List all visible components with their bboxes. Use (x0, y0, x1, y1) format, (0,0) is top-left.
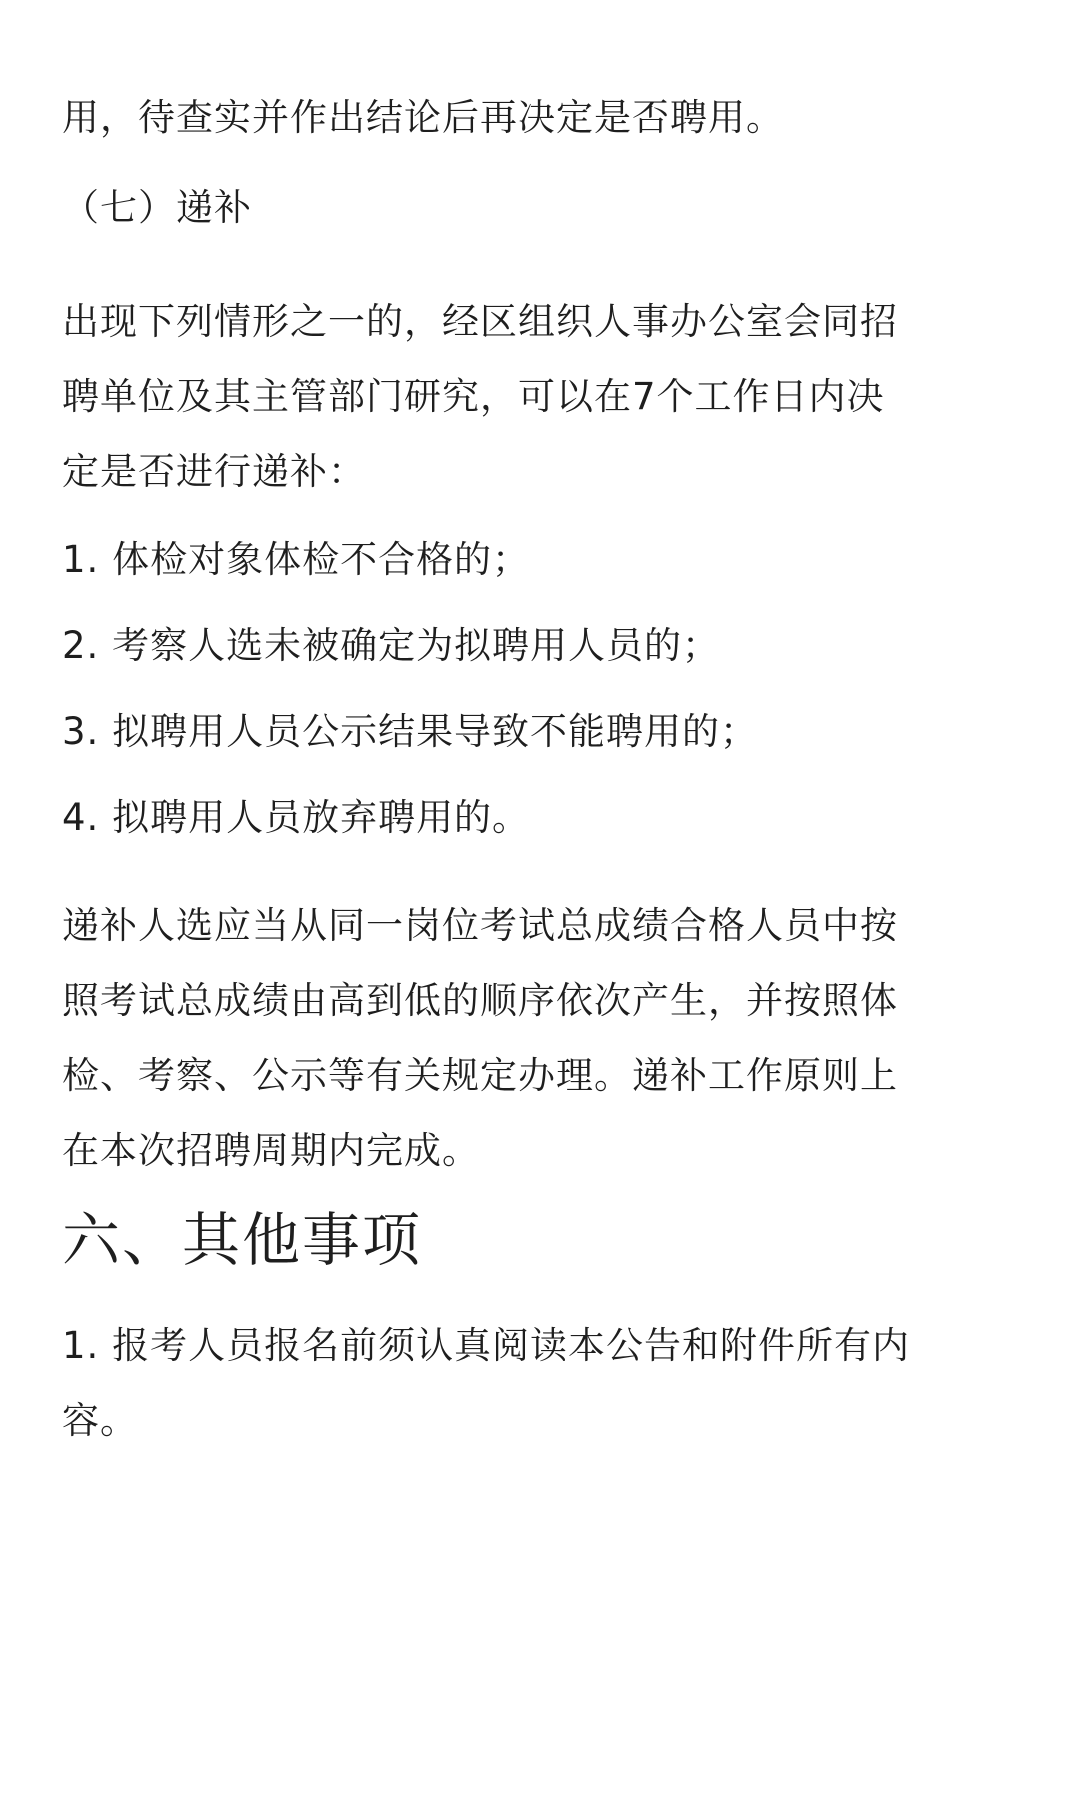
paragraph-other-item-1 (62, 1308, 910, 1458)
list-item: 1. 体检对象体检不合格的； (62, 538, 531, 581)
text-line: 检、考察、公示等有关规定办理。递补工作原则上 (62, 1054, 898, 1097)
text-line: 递补人选应当从同一岗位考试总成绩合格人员中按 (62, 904, 898, 947)
subheading-replacement: （七）递补 (62, 186, 252, 229)
text-line: 照考试总成绩由高到低的顺序依次产生，并按照体 (62, 979, 898, 1022)
section-heading-other-matters: 六、其他事项 (62, 1206, 423, 1274)
list-item: 4. 拟聘用人员放弃聘用的。 (62, 796, 531, 839)
text-line: 容。 (62, 1399, 138, 1442)
text-line: 1. 报考人员报名前须认真阅读本公告和附件所有内 (62, 1324, 911, 1367)
text-line: 在本次招聘周期内完成。 (62, 1129, 480, 1172)
paragraph-replacement-conditions (62, 284, 898, 509)
paragraph-intro: 用，待查实并作出结论后再决定是否聘用。 (62, 96, 784, 139)
text-line: 出现下列情形之一的，经区组织人事办公室会同招 (62, 300, 898, 343)
list-item: 2. 考察人选未被确定为拟聘用人员的； (62, 624, 721, 667)
list-item: 3. 拟聘用人员公示结果导致不能聘用的； (62, 710, 759, 753)
text-line: 定是否进行递补： (62, 450, 366, 493)
text-line: 聘单位及其主管部门研究，可以在7个工作日内决 (62, 375, 885, 418)
paragraph-replacement-rules (62, 888, 898, 1188)
